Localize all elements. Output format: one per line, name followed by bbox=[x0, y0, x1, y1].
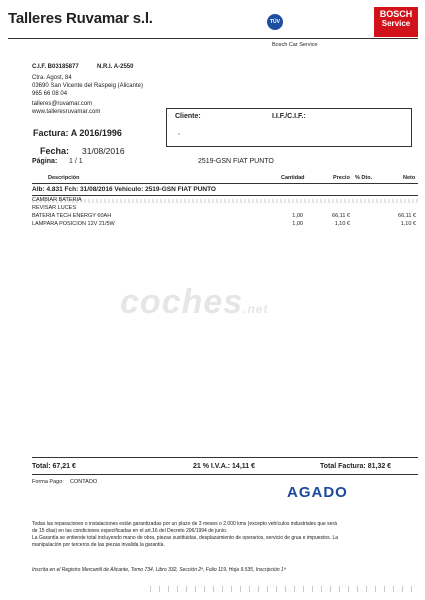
table-row-precio: 66,11 € bbox=[332, 213, 350, 219]
col-header-precio: Precio bbox=[333, 175, 350, 181]
vehicle-info: 2519-GSN FIAT PUNTO bbox=[198, 158, 274, 165]
table-row-precio: 1,10 € bbox=[334, 221, 350, 227]
payment-method-value: CONTADO bbox=[70, 479, 98, 485]
client-mark: , bbox=[178, 129, 180, 136]
client-iif-label: I.I.F./C.I.F.: bbox=[272, 113, 306, 120]
legal-text-line: La Garantía se entiende total incluyendo mano de obra, piezas sustituidas, desplazamiento de operarios, servicio de grua e impuestos. La bbox=[32, 535, 339, 541]
table-row-neto: 66,11 € bbox=[398, 213, 416, 219]
total-factura: Total Factura: 81,32 € bbox=[320, 463, 392, 470]
payment-method-label: Forma Pago: bbox=[32, 479, 64, 485]
table-row-desc: LAMPARA POSICION 12V 21/5W bbox=[32, 221, 115, 227]
company-name: Talleres Ruvamar s.l. bbox=[8, 10, 153, 27]
table-body-divider bbox=[32, 195, 418, 196]
row-scan-shading bbox=[32, 199, 418, 203]
bosch-logo-text: BOSCH bbox=[379, 9, 413, 19]
scan-artifacts bbox=[150, 586, 420, 592]
totals-bottom-divider bbox=[32, 474, 418, 475]
col-header-descripcion: Descripción bbox=[48, 175, 80, 181]
table-row-desc: REVISAR LUCES bbox=[32, 205, 77, 211]
header-divider bbox=[8, 38, 418, 39]
company-phone: 965 66 08 04 bbox=[32, 91, 68, 97]
company-website: www.talleresruvamar.com bbox=[32, 109, 101, 115]
page-value: 1 / 1 bbox=[69, 158, 83, 165]
legal-text-line: Todas las reparaciones o instalaciones están garantizadas por un plazo de 3 meses o 2.000 kms (excepto vehículos industriales que será bbox=[32, 521, 337, 527]
company-cif: C.I.F. B03185877 bbox=[32, 64, 79, 70]
client-label: Cliente: bbox=[175, 113, 201, 120]
company-nri: N.R.I. A-2550 bbox=[97, 64, 134, 70]
col-header-dto: % Dto. bbox=[355, 175, 373, 181]
albaran-line: Alb: 4.831 Fch: 31/08/2016 Vehiculo: 2519-GSN FIAT PUNTO bbox=[32, 186, 216, 193]
service-logo-text: Service bbox=[381, 19, 411, 28]
watermark-suffix: .net bbox=[243, 302, 269, 316]
watermark-main: coches bbox=[120, 283, 244, 321]
invoice-number-label: Factura: bbox=[33, 128, 69, 138]
total-base: Total: 67,21 € bbox=[32, 463, 76, 470]
total-iva: 21 % I.V.A.: 14,11 € bbox=[193, 463, 256, 470]
table-row-desc: BATERIA TECH ENERGY 60AH bbox=[32, 213, 112, 219]
invoice-date-label: Fecha: bbox=[40, 146, 70, 156]
company-email: talleres@ruvamar.com bbox=[32, 101, 93, 107]
table-row-cantidad: 1,00 bbox=[292, 213, 303, 219]
table-row-cantidad: 1,00 bbox=[292, 221, 303, 227]
invoice-date-value: 31/08/2016 bbox=[82, 146, 125, 156]
bosch-tagline: Bosch Car Service bbox=[272, 42, 318, 48]
col-header-neto: Neto bbox=[403, 175, 416, 181]
registry-text: Inscrita en el Registro Mercantil de Alicante, Tomo 734, Libro 332, Sección 2ª, Folio 119, Hoja 9.535, Inscripción 1ª bbox=[32, 567, 286, 573]
watermark bbox=[120, 283, 269, 322]
tuv-logo: TÜV bbox=[267, 14, 283, 30]
col-header-cantidad: Cantidad bbox=[281, 175, 305, 181]
company-address-street: Ctra. Agost, 84 bbox=[32, 75, 72, 81]
table-row-neto: 1,10 € bbox=[400, 221, 416, 227]
totals-top-divider bbox=[32, 457, 418, 458]
legal-text-line: manipulación por terceros de las piezas invalida la garantía. bbox=[32, 542, 165, 548]
table-header-divider bbox=[32, 183, 418, 184]
invoice-number-value: A 2016/1996 bbox=[70, 128, 122, 138]
agado-logo: AGADO bbox=[287, 484, 348, 501]
legal-text-line: de 15 días) en las condiciones especificadas en el art.16 del Decreto 206/1994 de junio. bbox=[32, 528, 228, 534]
page-label: Página: bbox=[32, 158, 58, 165]
bosch-service-logo bbox=[374, 7, 418, 37]
invoice-number bbox=[33, 128, 122, 138]
company-address-city: 03690 San Vicente del Raspeig (Alicante) bbox=[32, 83, 143, 89]
table-row-desc: CAMBIAR BATERIA bbox=[32, 197, 82, 203]
